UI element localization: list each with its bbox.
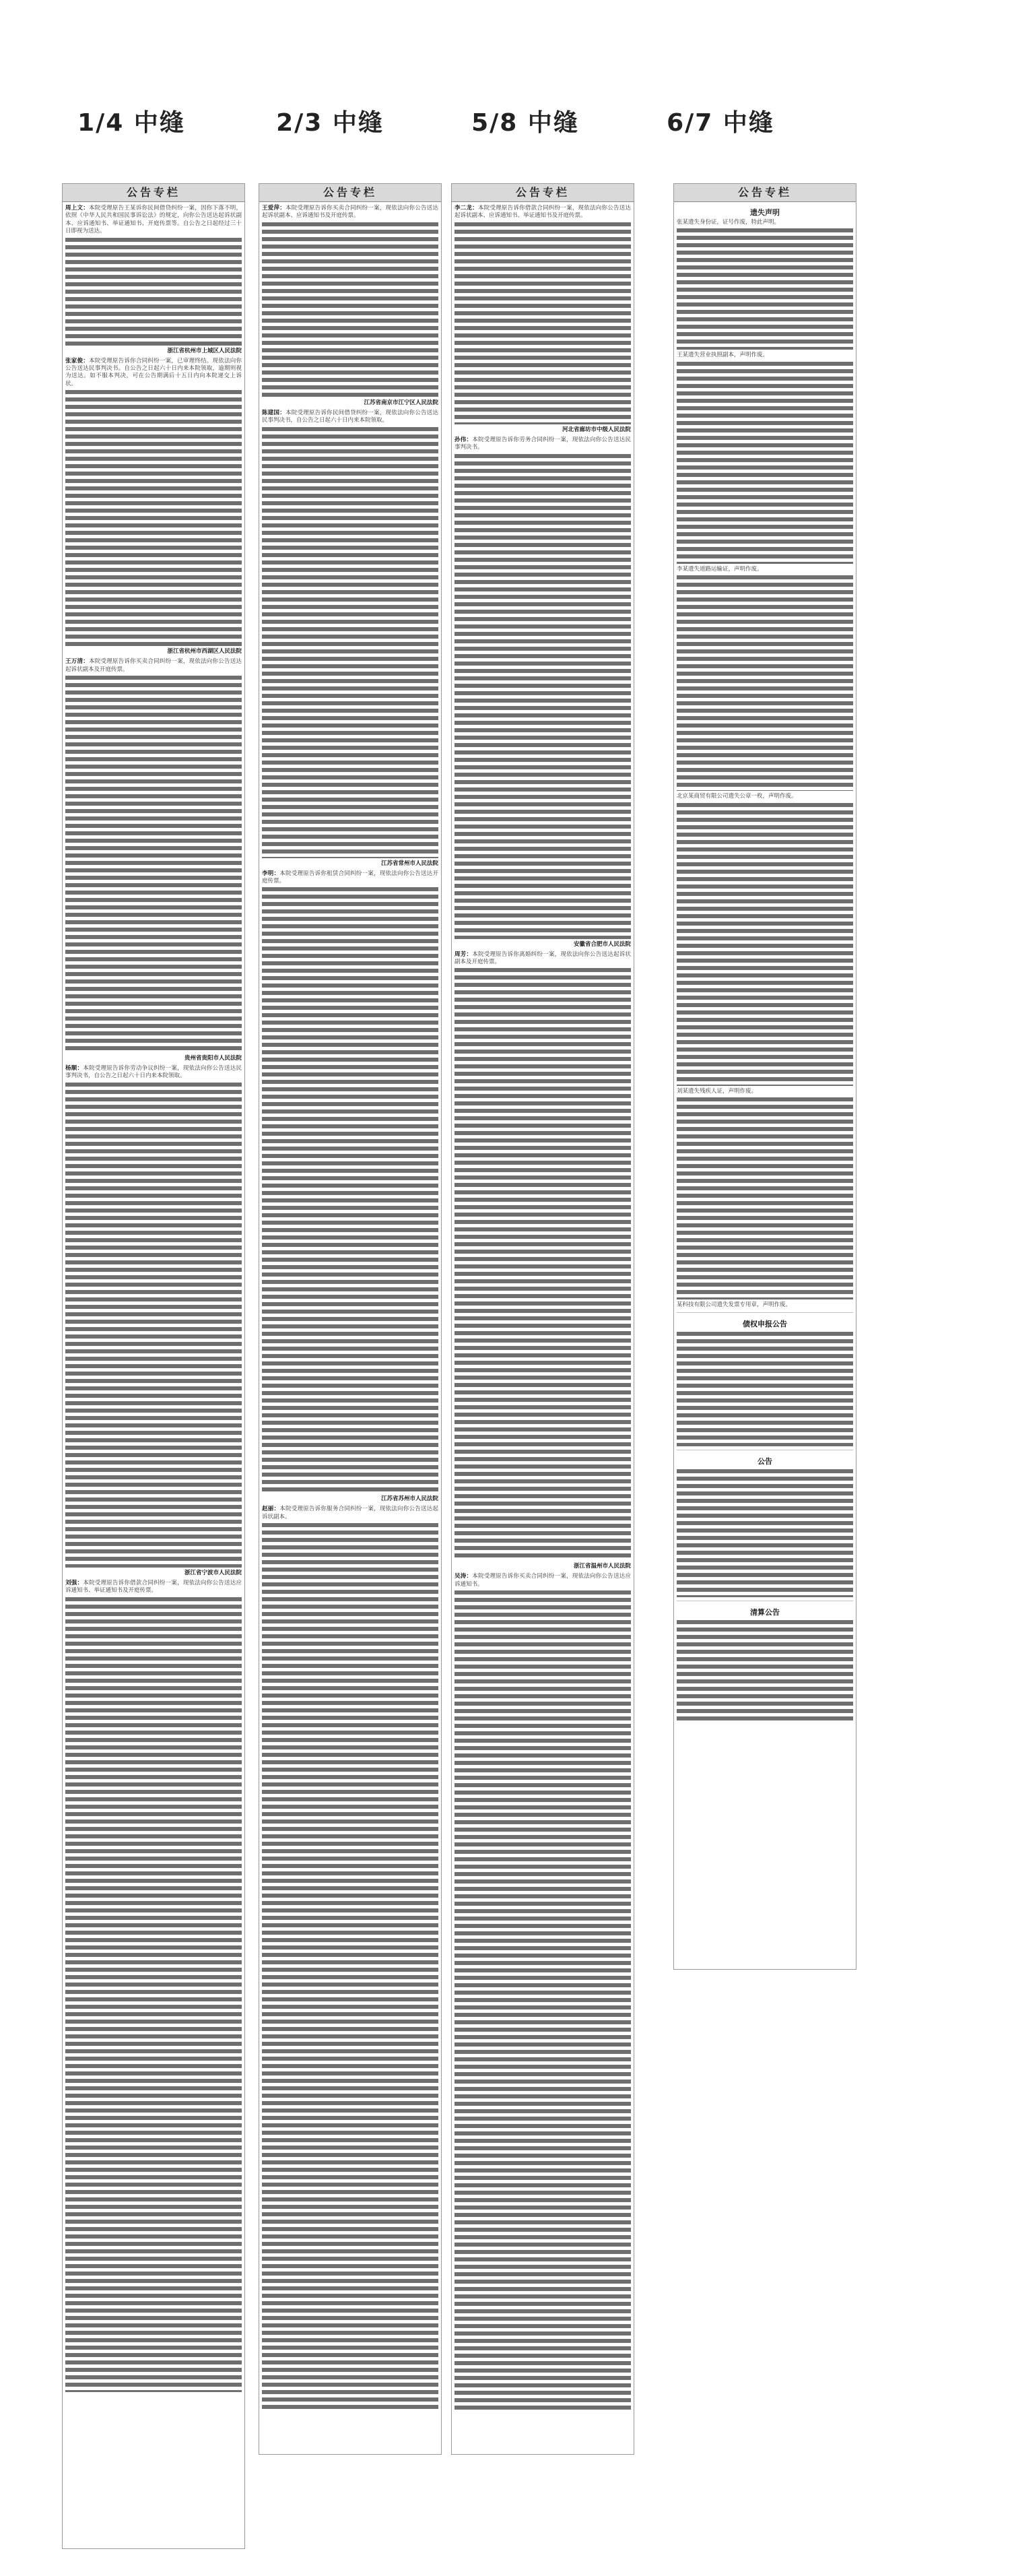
notice-text-block bbox=[65, 676, 242, 1053]
notice-text-block bbox=[65, 390, 242, 646]
notice-item: 吴涛：本院受理原告诉你买卖合同纠纷一案，现依法向你公告送达应诉通知书。 bbox=[454, 1573, 631, 1588]
notice-item: 孙伟：本院受理原告诉你劳务合同纠纷一案，现依法向你公告送达民事判决书。 bbox=[454, 436, 631, 451]
notice-title: 清算公告 bbox=[750, 1608, 780, 1617]
notice-text-block bbox=[677, 1097, 853, 1299]
notice-text-block bbox=[454, 454, 631, 939]
notice-text-block bbox=[262, 887, 438, 1493]
column-body bbox=[674, 202, 856, 1721]
notice-text-block bbox=[677, 1332, 853, 1446]
notice-item: 北京某商贸有限公司遗失公章一枚，声明作废。 bbox=[677, 793, 797, 800]
column-subheading: 遗失声明 bbox=[750, 208, 780, 217]
court-name: 河北省廊坊市中级人民法院 bbox=[562, 426, 631, 433]
notice-text-block bbox=[677, 803, 853, 1086]
notice-item: 赵丽：本院受理原告诉你服务合同纠纷一案，现依法向你公告送达起诉状副本。 bbox=[262, 1506, 438, 1520]
notice-column-2 bbox=[259, 183, 442, 2455]
notice-text-block bbox=[454, 222, 631, 424]
notice-text-block bbox=[677, 1620, 853, 1721]
notice-item: 王爱萍：本院受理原告诉你买卖合同纠纷一案，现依法向你公告送达起诉状副本、应诉通知书及开庭传票。 bbox=[262, 205, 438, 220]
court-name: 浙江省宁波市人民法院 bbox=[184, 1569, 242, 1576]
notice-item: 李明：本院受理原告诉你租赁合同纠纷一案，现依法向你公告送达开庭传票。 bbox=[262, 870, 438, 885]
column-header: 公告专栏 bbox=[452, 184, 634, 202]
notice-column-3 bbox=[451, 183, 634, 2455]
notice-text-block bbox=[65, 1597, 242, 2392]
size-label-col3: 5/8 中缝 bbox=[471, 109, 579, 137]
notice-text-block bbox=[677, 575, 853, 791]
notice-text-block bbox=[262, 427, 438, 858]
notice-item: 王万清：本院受理原告诉你买卖合同纠纷一案，现依法向你公告送达起诉状副本及开庭传票。 bbox=[65, 658, 242, 673]
notice-title: 债权申报公告 bbox=[743, 1320, 787, 1329]
notice-text-block bbox=[262, 1523, 438, 2412]
notice-item: 李某遗失道路运输证，声明作废。 bbox=[677, 565, 763, 573]
column-header: 公告专栏 bbox=[674, 184, 856, 202]
notice-title: 公告 bbox=[758, 1457, 772, 1467]
notice-text-block bbox=[677, 228, 853, 350]
size-label-col1: 1/4 中缝 bbox=[77, 109, 185, 137]
notice-column-1 bbox=[62, 183, 245, 2549]
notice-text-block bbox=[677, 1469, 853, 1597]
divider bbox=[677, 1312, 853, 1313]
notice-text-block bbox=[454, 968, 631, 1561]
court-name: 江苏省常州市人民法院 bbox=[380, 860, 438, 867]
column-body bbox=[452, 202, 634, 2412]
court-name: 贵州省贵阳市人民法院 bbox=[184, 1055, 242, 1062]
notice-item: 王某遗失营业执照副本，声明作废。 bbox=[677, 352, 769, 359]
court-name: 浙江省杭州市上城区人民法院 bbox=[167, 347, 242, 354]
notice-item: 周上文：本院受理原告王某诉你民间借贷纠纷一案，因你下落不明，依照《中华人民共和国民事诉讼法》的规定，向你公告送达起诉状副本、应诉通知书、举证通知书、开庭传票等。自公告之日起经过三十日即视为送达。 bbox=[65, 205, 242, 235]
notice-text-block bbox=[65, 238, 242, 346]
notice-text-block bbox=[454, 1590, 631, 2412]
notice-item: 刘强：本院受理原告诉你借款合同纠纷一案，现依法向你公告送达应诉通知书、举证通知书及开庭传票。 bbox=[65, 1579, 242, 1595]
notice-item: 周芳：本院受理原告诉你离婚纠纷一案，现依法向你公告送达起诉状副本及开庭传票。 bbox=[454, 951, 631, 966]
court-name: 浙江省温州市人民法院 bbox=[573, 1563, 631, 1570]
court-name: 江苏省苏州市人民法院 bbox=[380, 1495, 438, 1503]
column-body bbox=[63, 202, 244, 2392]
court-name: 江苏省南京市江宁区人民法院 bbox=[364, 399, 438, 406]
notice-text-block bbox=[65, 1083, 242, 1568]
size-label-col4: 6/7 中缝 bbox=[667, 109, 774, 137]
notice-text-block bbox=[262, 222, 438, 397]
column-body bbox=[259, 202, 441, 2412]
notice-item: 某科技有限公司遗失发票专用章，声明作废。 bbox=[677, 1301, 792, 1309]
court-name: 浙江省杭州市西湖区人民法院 bbox=[167, 648, 242, 655]
notice-item: 李二龙：本院受理原告诉你借款合同纠纷一案，现依法向你公告送达起诉状副本、应诉通知书、举证通知书及开庭传票。 bbox=[454, 205, 631, 220]
size-label-col2: 2/3 中缝 bbox=[276, 109, 384, 137]
court-name: 安徽省合肥市人民法院 bbox=[573, 940, 631, 948]
notice-item: 刘某遗失残疾人证，声明作废。 bbox=[677, 1087, 758, 1095]
column-header: 公告专栏 bbox=[259, 184, 441, 202]
notice-item: 张某遗失身份证，证号作废，特此声明。 bbox=[677, 219, 780, 226]
notice-item: 张家俊：本院受理原告诉你合同纠纷一案，已审理终结。现依法向你公告送达民事判决书。自公告之日起六十日内来本院领取，逾期则视为送达。如不服本判决，可在公告期满后十五日内向本院递交上诉状。 bbox=[65, 357, 242, 387]
column-header: 公告专栏 bbox=[63, 184, 244, 202]
notice-item: 杨顺：本院受理原告诉你劳动争议纠纷一案，现依法向你公告送达民事判决书，自公告之日起六十日内来本院领取。 bbox=[65, 1065, 242, 1080]
notice-item: 陈建国：本院受理原告诉你民间借贷纠纷一案，现依法向你公告送达民事判决书，自公告之日起六十日内来本院领取。 bbox=[262, 409, 438, 424]
notice-column-4 bbox=[673, 183, 856, 1970]
notice-text-block bbox=[677, 362, 853, 564]
